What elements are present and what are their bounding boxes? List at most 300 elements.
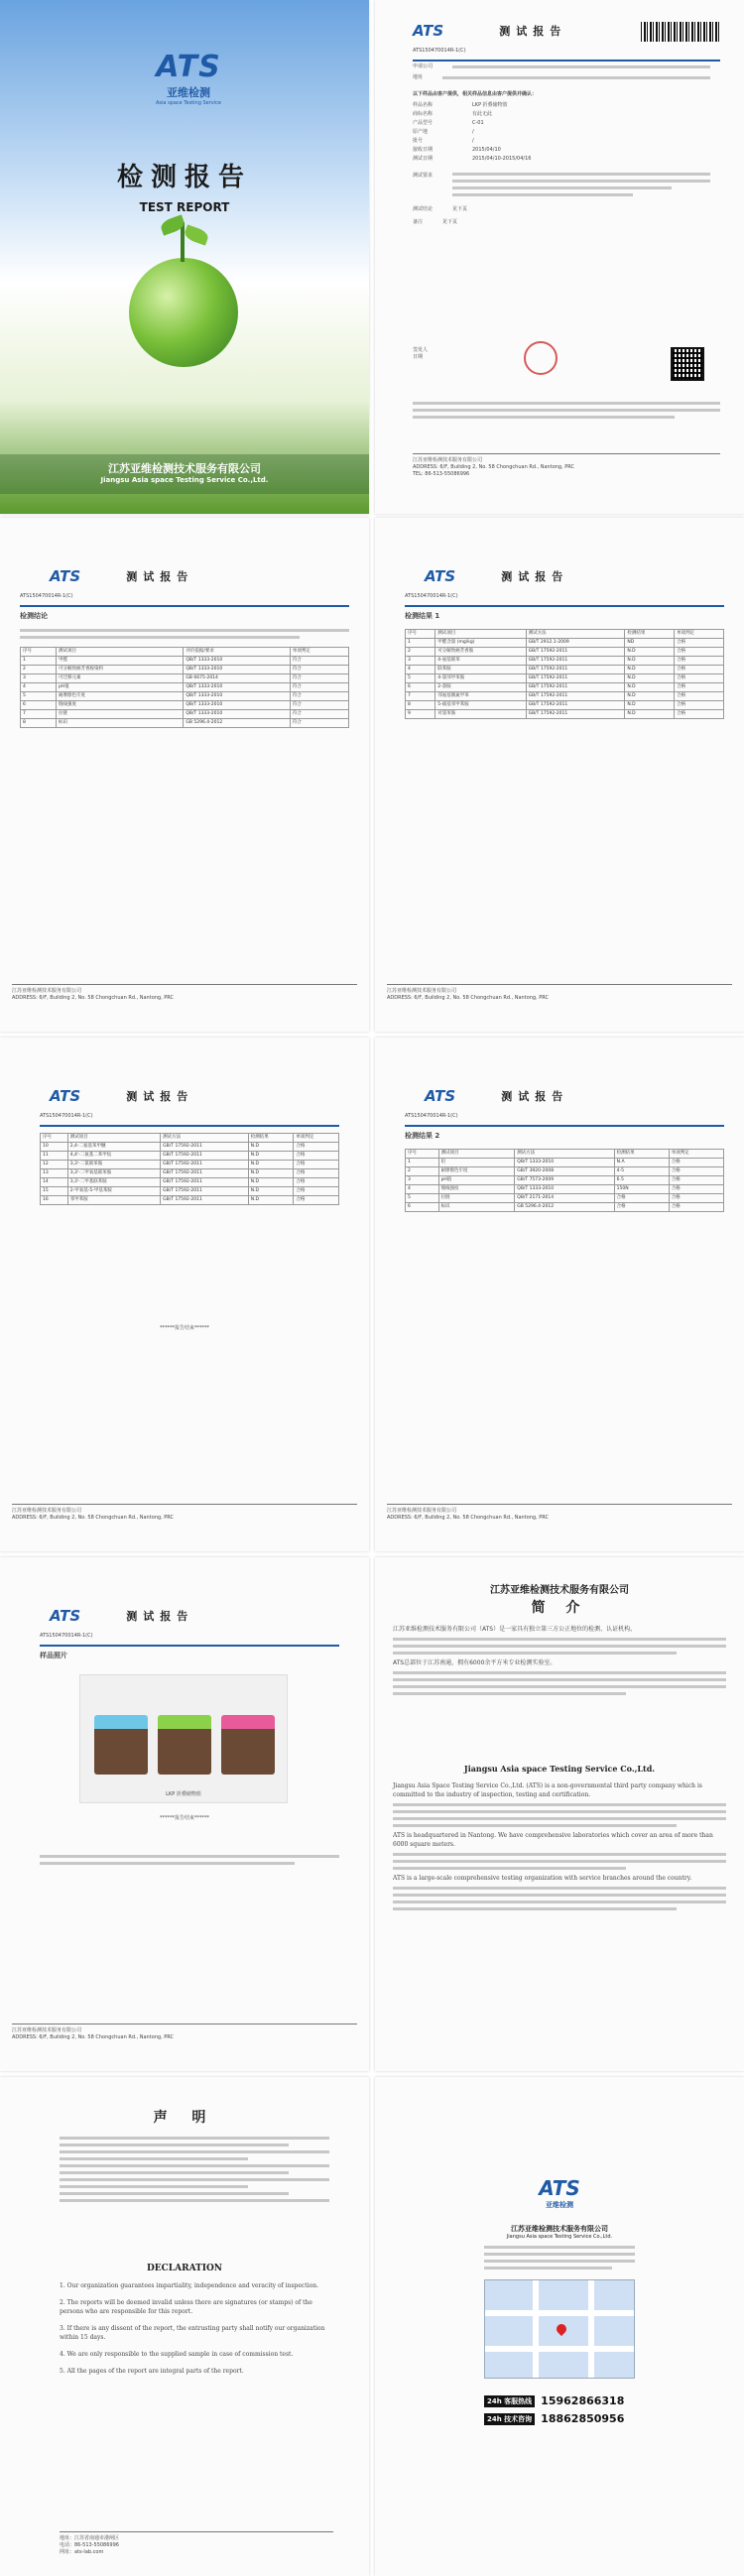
table-cell: 符合 bbox=[290, 675, 348, 683]
back-logo bbox=[375, 2176, 744, 2210]
table-cell: 12 bbox=[41, 1161, 68, 1169]
details2-report-no: ATS150470014R-1(C) bbox=[40, 1113, 93, 1119]
table-cell: 5-硝基邻甲苯胺 bbox=[435, 701, 526, 710]
summary-head-no: 序号 bbox=[21, 648, 57, 657]
summary-report-title: 测试报告 bbox=[126, 570, 194, 583]
table-cell: 9 bbox=[406, 710, 435, 719]
table-cell: 16 bbox=[41, 1196, 68, 1205]
table-cell: 合格 bbox=[675, 710, 724, 719]
declaration-title-cn: 声 明 bbox=[153, 2110, 216, 2126]
d2-head-method: 测试方法 bbox=[161, 1134, 249, 1143]
details1-report-title: 测试报告 bbox=[501, 570, 569, 583]
table-row bbox=[41, 1196, 339, 1205]
table-cell: 铅 bbox=[438, 1159, 515, 1167]
table-cell: 2-萘胺 bbox=[435, 683, 526, 692]
disclaimer-lines bbox=[413, 402, 720, 419]
details3-section: 检测结果 2 bbox=[405, 1132, 440, 1140]
table-cell: GB/T 3920-2008 bbox=[515, 1167, 614, 1176]
intro-title: 简 介 bbox=[531, 1600, 588, 1616]
back-logo-text: ATS bbox=[539, 2176, 580, 2200]
table-cell: 对氯苯胺 bbox=[435, 710, 526, 719]
basket-green bbox=[158, 1715, 211, 1775]
hotline-1-label: 24h 客服热线 bbox=[484, 2395, 535, 2407]
details2-header bbox=[50, 1087, 193, 1105]
photo-report-title: 测试报告 bbox=[126, 1610, 194, 1623]
details1-section: 检测结果 1 bbox=[405, 612, 440, 620]
table-cell: GB/T 17592-2011 bbox=[526, 675, 625, 683]
table-cell: 耐摩擦色牢度 bbox=[438, 1167, 515, 1176]
summary-footer-company: 江苏亚维检测技术服务有限公司 bbox=[12, 988, 82, 994]
table-cell: 4 bbox=[406, 1185, 439, 1194]
details3-page bbox=[375, 1038, 744, 1551]
table-cell: 4-氯邻甲苯胺 bbox=[435, 675, 526, 683]
table-row bbox=[406, 1203, 724, 1212]
table-row bbox=[406, 701, 724, 710]
table-cell: 11 bbox=[41, 1152, 68, 1161]
ats-logo: ATS bbox=[413, 22, 444, 40]
approval bbox=[413, 347, 428, 361]
intro-en-p2: ATS is headquartered in Nantong. We have comprehensive laboratories which cover an area of more than 6000 square meters. bbox=[393, 1832, 713, 1848]
table-row bbox=[406, 683, 724, 692]
table-cell: 合格 bbox=[294, 1143, 339, 1152]
hotline-1-number: 15962866318 bbox=[541, 2394, 625, 2407]
table-cell: QB/T 1333-2010 bbox=[515, 1159, 614, 1167]
table-cell: GB/T 2912.1-2009 bbox=[526, 639, 625, 648]
table-cell: 2-甲氧基-5-甲基苯胺 bbox=[67, 1187, 160, 1196]
info-key: 测试日期 bbox=[413, 156, 434, 162]
report-title: 测试报告 bbox=[499, 25, 567, 38]
declaration-footer bbox=[60, 2531, 333, 2556]
table-cell: 合格 bbox=[294, 1152, 339, 1161]
report-header bbox=[413, 22, 566, 40]
qr-code bbox=[671, 347, 704, 381]
table-cell: GB/T 17592-2011 bbox=[161, 1143, 249, 1152]
info-row bbox=[413, 156, 710, 163]
table-row bbox=[406, 657, 724, 666]
table-cell: 符合 bbox=[290, 692, 348, 701]
intro-en-p3: ATS is a large-scale comprehensive testing organization with service branches around the country. bbox=[393, 1875, 692, 1882]
table-row bbox=[21, 683, 349, 692]
table-cell: 合格 bbox=[675, 683, 724, 692]
ats-logo: ATS bbox=[50, 1087, 81, 1105]
table-cell: 合格 bbox=[669, 1159, 723, 1167]
d1-head-judge: 单项判定 bbox=[675, 630, 724, 639]
declaration-cn-lines bbox=[60, 2137, 329, 2202]
d2-head-result: 检测结果 bbox=[248, 1134, 294, 1143]
declaration-items bbox=[60, 2281, 333, 2384]
table-cell: 缝线强度 bbox=[438, 1185, 515, 1194]
details2-table bbox=[40, 1133, 339, 1205]
table-cell: 15 bbox=[41, 1187, 68, 1196]
table-cell: 合格 bbox=[675, 692, 724, 701]
table-cell: 符合 bbox=[290, 666, 348, 675]
globe-icon bbox=[129, 258, 238, 367]
back-address-lines bbox=[484, 2246, 635, 2269]
table-cell: 2 bbox=[406, 648, 435, 657]
table-cell: GB 5296.4-2012 bbox=[515, 1203, 614, 1212]
table-cell: 合格 bbox=[669, 1194, 723, 1203]
cover-title-cn: 检测报告 bbox=[116, 163, 252, 192]
ats-logo: ATS bbox=[425, 1087, 456, 1105]
sample-caption: LKP 折叠储物篮 bbox=[166, 1791, 201, 1797]
table-cell: 甲醛含量 (mg/kg) bbox=[435, 639, 526, 648]
page-footer bbox=[413, 453, 720, 478]
table-cell: QB/T 1333-2010 bbox=[184, 692, 291, 701]
back-logo-cn: 亚维检测 bbox=[546, 2201, 573, 2209]
table-row bbox=[41, 1152, 339, 1161]
table-cell: 2,4-二氨基苯甲醚 bbox=[67, 1143, 160, 1152]
table-cell: N.A bbox=[614, 1159, 669, 1167]
remark-value: 见下页 bbox=[442, 219, 458, 225]
table-cell: 3 bbox=[406, 657, 435, 666]
table-cell: 1 bbox=[406, 639, 435, 648]
table-cell: 合格 bbox=[675, 666, 724, 675]
details1-header bbox=[425, 567, 568, 585]
declaration-item: 5. All the pages of the report are integral parts of the report. bbox=[60, 2368, 244, 2375]
summary-table bbox=[20, 647, 349, 728]
table-cell: 合格 bbox=[669, 1203, 723, 1212]
intro-cn-body bbox=[393, 1625, 726, 1699]
table-cell: GB/T 17592-2011 bbox=[161, 1169, 249, 1178]
info-row bbox=[413, 147, 710, 154]
table-cell: 10 bbox=[41, 1143, 68, 1152]
back-company-en: Jiangsu Asia space Testing Service Co.,Ltd. bbox=[506, 2234, 613, 2240]
table-cell: 6 bbox=[21, 701, 57, 710]
table-cell: GB/T 7573-2009 bbox=[515, 1176, 614, 1185]
info-key: 接收日期 bbox=[413, 147, 434, 153]
table-cell: 4,4'-二氨基二苯甲烷 bbox=[67, 1152, 160, 1161]
table-cell: 合格 bbox=[675, 657, 724, 666]
table-row bbox=[406, 1159, 724, 1167]
table-cell: GB/T 17592-2011 bbox=[526, 648, 625, 657]
details2-footer bbox=[12, 1504, 357, 1522]
table-cell: 2 bbox=[21, 666, 57, 675]
details3-head-row bbox=[406, 1150, 724, 1159]
table-cell: 6.5 bbox=[614, 1176, 669, 1185]
table-row bbox=[406, 692, 724, 701]
table-row bbox=[406, 1167, 724, 1176]
details2-footer-address: ADDRESS: 6/F, Building 2, No. 58 Chongchuan Rd., Nantong, PRC bbox=[12, 1515, 175, 1521]
ats-logo: ATS bbox=[425, 567, 456, 585]
details2-table-wrap bbox=[40, 1133, 339, 1205]
table-cell: 5 bbox=[406, 1194, 439, 1203]
photo-footer bbox=[12, 2024, 357, 2041]
details3-footer-address: ADDRESS: 6/F, Building 2, No. 58 Chongchuan Rd., Nantong, PRC bbox=[387, 1515, 550, 1521]
declaration-item: 3. If there is any dissent of the report, the entrusting party shall notify our organization within 15 days. bbox=[60, 2325, 325, 2341]
cover-title-en: TEST REPORT bbox=[139, 200, 230, 214]
location-map bbox=[484, 2279, 635, 2379]
table-cell: 缝线强度 bbox=[56, 701, 183, 710]
table-row bbox=[406, 1194, 724, 1203]
info-row bbox=[413, 111, 710, 118]
d2-head-no: 序号 bbox=[41, 1134, 68, 1143]
details2-footer-company: 江苏亚维检测技术服务有限公司 bbox=[12, 1508, 82, 1514]
table-cell: 合格 bbox=[294, 1169, 339, 1178]
info-key: 原产地 bbox=[413, 129, 429, 135]
summary-report-no: ATS150470014R-1(C) bbox=[20, 593, 73, 599]
table-cell: 合格 bbox=[675, 701, 724, 710]
declaration-item: 1. Our organization guarantees impartiality, independence and veracity of inspection. bbox=[60, 2282, 319, 2289]
table-cell: 合格 bbox=[669, 1167, 723, 1176]
table-cell: 符合 bbox=[290, 719, 348, 728]
summary-head-item: 测试项目 bbox=[56, 648, 183, 657]
table-row bbox=[406, 710, 724, 719]
photo-end-note: ******报告结束****** bbox=[159, 1815, 209, 1821]
table-cell: GB 6675-2014 bbox=[184, 675, 291, 683]
table-cell: 3 bbox=[21, 675, 57, 683]
table-row bbox=[406, 1185, 724, 1194]
table-cell: 可分解致癌芳香胺 bbox=[435, 648, 526, 657]
table-cell: 合格 bbox=[669, 1185, 723, 1194]
table-cell: 符合 bbox=[290, 683, 348, 692]
summary-head-row bbox=[21, 648, 349, 657]
table-row bbox=[21, 692, 349, 701]
table-cell: GB/T 17592-2011 bbox=[526, 692, 625, 701]
table-cell: 合格 bbox=[675, 675, 724, 683]
cover-page bbox=[0, 0, 369, 514]
table-cell: 合格 bbox=[294, 1161, 339, 1169]
info-row bbox=[413, 102, 710, 109]
details1-head-row bbox=[406, 630, 724, 639]
table-cell: 4-氨基联苯 bbox=[435, 657, 526, 666]
table-cell: 1 bbox=[406, 1159, 439, 1167]
details1-footer-company: 江苏亚维检测技术服务有限公司 bbox=[387, 988, 457, 994]
decl-web: 网址：ats-lab.com bbox=[60, 2549, 104, 2555]
summary-section: 检测结论 bbox=[20, 612, 48, 620]
summary-head-req: 评价依据/要求 bbox=[184, 648, 291, 657]
report-no: ATS150470014R-1(C) bbox=[413, 48, 466, 54]
table-cell: GB/T 17592-2011 bbox=[526, 657, 625, 666]
photo-section: 样品照片 bbox=[40, 1652, 67, 1659]
table-cell: 拉链 bbox=[56, 710, 183, 719]
cover-company-en: Jiangsu Asia space Testing Service Co.,Ltd. bbox=[100, 476, 269, 484]
sample-info: 以下样品由客户提供，相关样品信息由客户提供并确认： bbox=[413, 91, 538, 97]
d3-head-no: 序号 bbox=[406, 1150, 439, 1159]
info-rows bbox=[413, 102, 710, 163]
details1-table bbox=[405, 629, 724, 719]
table-cell: N.D bbox=[248, 1152, 294, 1161]
table-cell: N.D bbox=[248, 1187, 294, 1196]
info-row bbox=[413, 138, 710, 145]
table-row bbox=[41, 1161, 339, 1169]
table-cell: N.D bbox=[248, 1143, 294, 1152]
table-cell: N.D bbox=[625, 701, 675, 710]
declaration-item: 2. The reports will be deemed invalid unless there are signatures (or stamps) of the persons who are responsible for this report. bbox=[60, 2299, 312, 2315]
summary-footer bbox=[12, 984, 357, 1002]
hotline-1 bbox=[484, 2394, 624, 2407]
table-cell: 3,3'-二氯联苯胺 bbox=[67, 1161, 160, 1169]
details3-footer bbox=[387, 1504, 732, 1522]
table-row bbox=[21, 666, 349, 675]
table-cell: GB/T 17592-2011 bbox=[161, 1152, 249, 1161]
details2-page bbox=[0, 1038, 369, 1551]
table-cell: 合格 bbox=[294, 1196, 339, 1205]
info-key: 商标名称 bbox=[413, 111, 434, 117]
table-cell: QB/T 1333-2010 bbox=[515, 1185, 614, 1194]
sample-photo bbox=[79, 1674, 288, 1803]
table-row bbox=[406, 639, 724, 648]
table-cell: GB 5296.4-2012 bbox=[184, 719, 291, 728]
table-cell: GB/T 17592-2011 bbox=[161, 1178, 249, 1187]
photo-footer-address: ADDRESS: 6/F, Building 2, No. 58 Chongchuan Rd., Nantong, PRC bbox=[12, 2034, 175, 2040]
table-cell: QB/T 1333-2010 bbox=[184, 701, 291, 710]
photo-page bbox=[0, 1557, 369, 2071]
info-value: 2015/04/10-2015/04/16 bbox=[472, 156, 532, 162]
table-cell: 合格 bbox=[675, 639, 724, 648]
d3-head-judge: 单项判定 bbox=[669, 1150, 723, 1159]
table-cell: GB/T 17592-2011 bbox=[161, 1187, 249, 1196]
intro-page bbox=[375, 1557, 744, 2071]
d3-head-result: 检测结果 bbox=[614, 1150, 669, 1159]
d1-head-no: 序号 bbox=[406, 630, 435, 639]
details3-header bbox=[425, 1087, 568, 1105]
table-cell: 甲醛 bbox=[56, 657, 183, 666]
table-cell: 4 bbox=[21, 683, 57, 692]
cover-logo bbox=[139, 50, 238, 106]
details2-report-title: 测试报告 bbox=[126, 1090, 194, 1103]
test-req-label: 测试要求 bbox=[413, 173, 434, 179]
declaration-item: 4. We are only responsible to the supplied sample in case of commission test. bbox=[60, 2351, 294, 2358]
report-info-body bbox=[413, 63, 710, 226]
summary-page bbox=[0, 518, 369, 1032]
cover-company-band bbox=[0, 454, 369, 494]
table-cell: 2 bbox=[406, 1167, 439, 1176]
date-label: 日期 bbox=[413, 354, 424, 360]
result-value: 见下页 bbox=[452, 206, 468, 212]
intro-company: 江苏亚维检测技术服务有限公司 bbox=[490, 1585, 629, 1596]
footer-tel: TEL: 86-513-55086996 bbox=[413, 471, 470, 477]
table-cell: 合格 bbox=[614, 1194, 669, 1203]
details1-report-no: ATS150470014R-1(C) bbox=[405, 593, 458, 599]
table-cell: GB/T 17592-2011 bbox=[161, 1196, 249, 1205]
table-cell: 4-5 bbox=[614, 1167, 669, 1176]
table-cell: 6 bbox=[406, 1203, 439, 1212]
map-pin-icon bbox=[555, 2322, 568, 2336]
table-cell: GB/T 17592-2011 bbox=[526, 683, 625, 692]
table-cell: 3 bbox=[406, 1176, 439, 1185]
applicant-label: 申请公司 bbox=[413, 63, 434, 69]
table-cell: N.D bbox=[625, 648, 675, 657]
details3-table-wrap bbox=[405, 1149, 724, 1212]
details2-end-note: ******报告结束****** bbox=[159, 1325, 209, 1331]
table-cell: QB/T 1333-2010 bbox=[184, 710, 291, 719]
decl-tel: 电话：86-513-55086996 bbox=[60, 2542, 119, 2548]
table-row bbox=[406, 666, 724, 675]
table-cell: 14 bbox=[41, 1178, 68, 1187]
intro-en-title: Jiangsu Asia space Testing Service Co.,Ltd. bbox=[463, 1764, 656, 1774]
d1-head-result: 检测结果 bbox=[625, 630, 675, 639]
table-cell: N.D bbox=[248, 1169, 294, 1178]
table-cell: N.D bbox=[625, 683, 675, 692]
info-value: / bbox=[472, 129, 474, 135]
declaration-page bbox=[0, 2077, 369, 2576]
info-value: C-01 bbox=[472, 120, 484, 126]
info-value: 2015/04/10 bbox=[472, 147, 501, 153]
table-row bbox=[406, 648, 724, 657]
table-cell: 4 bbox=[406, 666, 435, 675]
basket-pink bbox=[221, 1715, 275, 1775]
table-cell: 邻氨基偶氮甲苯 bbox=[435, 692, 526, 701]
info-value: / bbox=[472, 138, 474, 144]
table-cell: 合格 bbox=[294, 1178, 339, 1187]
summary-table-wrap bbox=[20, 647, 349, 728]
details3-table bbox=[405, 1149, 724, 1212]
details1-footer bbox=[387, 984, 732, 1002]
ats-logo-text: ATS bbox=[156, 50, 221, 84]
table-row bbox=[406, 675, 724, 683]
ats-logo: ATS bbox=[50, 567, 81, 585]
table-cell: 5 bbox=[406, 675, 435, 683]
info-key: 样品名称 bbox=[413, 102, 434, 108]
table-cell: GB/T 17592-2011 bbox=[161, 1161, 249, 1169]
info-value: LKP 折叠储物篮 bbox=[472, 102, 508, 108]
details3-report-title: 测试报告 bbox=[501, 1090, 569, 1103]
d3-head-item: 测试项目 bbox=[438, 1150, 515, 1159]
table-cell: GB/T 17592-2011 bbox=[526, 710, 625, 719]
table-cell: 合格 bbox=[669, 1176, 723, 1185]
info-row bbox=[413, 129, 710, 136]
address-label: 地址 bbox=[413, 74, 424, 80]
back-cover-page bbox=[375, 2077, 744, 2576]
table-cell: 7 bbox=[21, 710, 57, 719]
table-cell: 7 bbox=[406, 692, 435, 701]
report-info-page bbox=[375, 0, 744, 514]
hotline-2 bbox=[484, 2412, 624, 2425]
table-cell: 可分解致癌芳香胺染料 bbox=[56, 666, 183, 675]
details1-footer-address: ADDRESS: 6/F, Building 2, No. 58 Chongchuan Rd., Nantong, PRC bbox=[387, 995, 550, 1001]
details1-page bbox=[375, 518, 744, 1032]
table-row bbox=[41, 1169, 339, 1178]
decl-addr: 地址：江苏省南通市港闸区 bbox=[60, 2535, 120, 2541]
table-cell: 5 bbox=[21, 692, 57, 701]
table-cell: N.D bbox=[625, 666, 675, 675]
table-cell: N.D bbox=[625, 657, 675, 666]
table-cell: 联苯胺 bbox=[435, 666, 526, 675]
table-cell: 13 bbox=[41, 1169, 68, 1178]
intro-en-body bbox=[393, 1781, 726, 1914]
table-row bbox=[21, 710, 349, 719]
table-cell: 8 bbox=[21, 719, 57, 728]
summary-head-judge: 单项判定 bbox=[290, 648, 348, 657]
photo-header bbox=[50, 1607, 193, 1625]
details3-footer-company: 江苏亚维检测技术服务有限公司 bbox=[387, 1508, 457, 1514]
info-key: 批号 bbox=[413, 138, 424, 144]
basket-blue bbox=[94, 1715, 148, 1775]
table-cell: GB/T 17592-2011 bbox=[526, 701, 625, 710]
table-cell: 邻甲苯胺 bbox=[67, 1196, 160, 1205]
red-stamp bbox=[524, 341, 558, 375]
declaration-title-en: DECLARATION bbox=[146, 2264, 223, 2273]
photo-footer-company: 江苏亚维检测技术服务有限公司 bbox=[12, 2027, 82, 2033]
table-row bbox=[21, 719, 349, 728]
table-row bbox=[21, 701, 349, 710]
table-row bbox=[406, 1176, 724, 1185]
footer-address: ADDRESS: 6/F, Building 2, No. 58 Chongchuan Rd., Nantong, PRC bbox=[413, 464, 575, 470]
result-label: 测试结论 bbox=[413, 206, 434, 212]
table-cell: 150N bbox=[614, 1185, 669, 1194]
hotline-2-label: 24h 技术咨询 bbox=[484, 2413, 535, 2425]
summary-header bbox=[50, 567, 193, 585]
table-cell: GB/T 17592-2011 bbox=[526, 666, 625, 675]
table-cell: QB/T 1333-2010 bbox=[184, 657, 291, 666]
table-cell: 3,3'-二甲基联苯胺 bbox=[67, 1178, 160, 1187]
table-row bbox=[41, 1187, 339, 1196]
back-company-cn: 江苏亚维检测技术服务有限公司 bbox=[511, 2225, 608, 2233]
table-cell: pH值 bbox=[56, 683, 183, 692]
approved-label: 签发人 bbox=[413, 347, 429, 353]
d2-head-item: 测试项目 bbox=[67, 1134, 160, 1143]
table-cell: 3,3'-二甲氧基联苯胺 bbox=[67, 1169, 160, 1178]
